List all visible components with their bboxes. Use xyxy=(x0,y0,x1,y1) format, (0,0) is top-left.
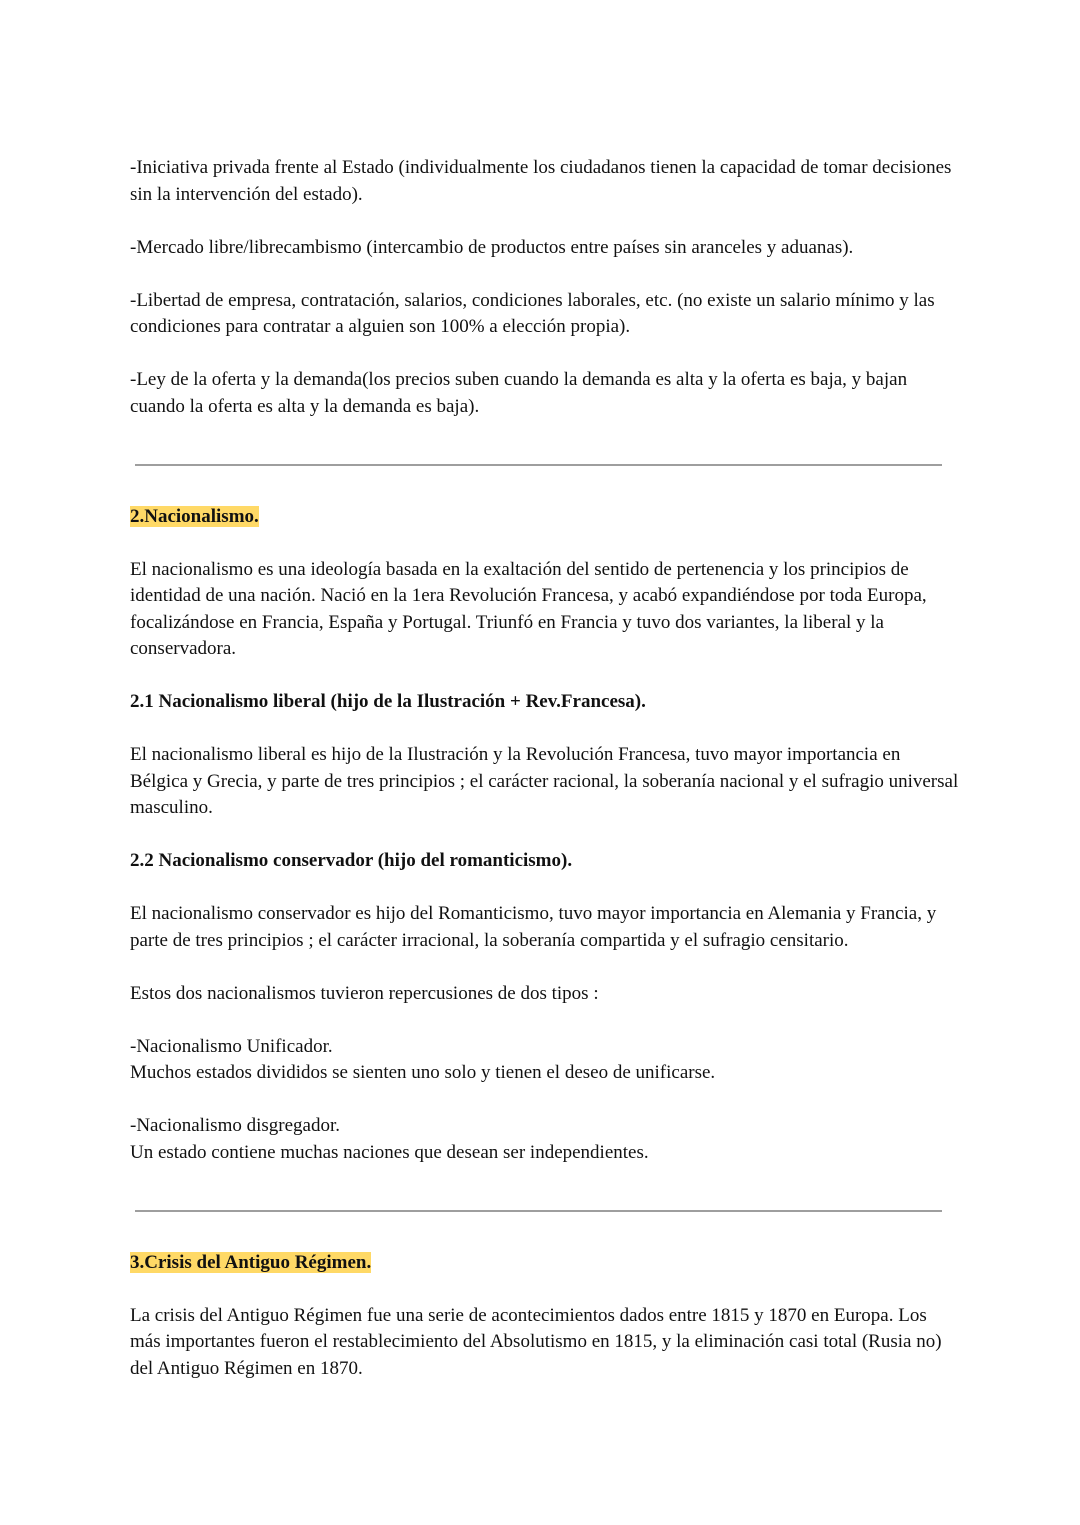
subsection-2-2-text: El nacionalismo conservador es hijo del Romanticismo, tuvo mayor importancia en Alemania y Francia, y parte de tres principios ; el carácter irracional, la soberanía compartida y el sufragio censitario. xyxy=(130,903,937,951)
subsection-2-2-title: 2.2 Nacionalismo conservador (hijo del romanticismo). xyxy=(130,850,573,871)
section-3-heading-line xyxy=(130,1250,960,1277)
section-2-intro: El nacionalismo es una ideología basada en la exaltación del sentido de pertenencia y los principios de identidad de una nación. Nació en la 1era Revolución Francesa, y acabó expandiéndose por toda Europa, focalizándose en Francia, España y Portugal. Triunfó en Francia y tuvo dos variantes, la liberal y la conservadora. xyxy=(130,558,927,659)
intro-item: -Libertad de empresa, contratación, salarios, condiciones laborales, etc. (no existe un salario mínimo y las condiciones para contratar a alguien son 100% a elección propia). xyxy=(130,289,935,337)
section-2-heading: 2.Nacionalismo. xyxy=(130,505,259,527)
intro-item: -Iniciativa privada frente al Estado (individualmente los ciudadanos tienen la capacidad de tomar decisiones sin la intervención del estado). xyxy=(130,157,952,205)
disgregador-text: Un estado contiene muchas naciones que desean ser independientes. xyxy=(130,1141,649,1163)
document-page xyxy=(130,155,960,1382)
section-3-heading: 3.Crisis del Antiguo Régimen. xyxy=(130,1251,372,1273)
repercussions-intro: Estos dos nacionalismos tuvieron repercusiones de dos tipos : xyxy=(130,982,599,1004)
unificador-title: -Nacionalismo Unificador. xyxy=(130,1035,333,1057)
section-3-text: La crisis del Antiguo Régimen fue una serie de acontecimientos dados entre 1815 y 1870 en Europa. Los más importantes fueron el restablecimiento del Absolutismo en 1815, y la eliminación casi total (Rusia no) del Antiguo Régimen en 1870. xyxy=(130,1304,942,1379)
subsection-2-1-text: El nacionalismo liberal es hijo de la Ilustración y la Revolución Francesa, tuvo mayor importancia en Bélgica y Grecia, y parte de tres principios ; el carácter racional, la soberanía nacional y el sufragio universal masculino. xyxy=(130,744,959,818)
disgregador-title: -Nacionalismo disgregador. xyxy=(130,1115,341,1136)
subsection-2-1-title: 2.1 Nacionalismo liberal (hijo de la Ilustración + Rev.Francesa). xyxy=(130,691,646,712)
intro-item: -Ley de la oferta y la demanda(los precios suben cuando la demanda es alta y la oferta es baja, y bajan cuando la oferta es alta y la demanda es baja). xyxy=(130,369,908,417)
intro-item: -Mercado libre/librecambismo (intercambio de productos entre países sin aranceles y aduanas). xyxy=(130,236,854,258)
unificador-text: Muchos estados divididos se sienten uno solo y tienen el deseo de unificarse. xyxy=(130,1062,716,1083)
section-2-heading-line xyxy=(130,504,960,531)
